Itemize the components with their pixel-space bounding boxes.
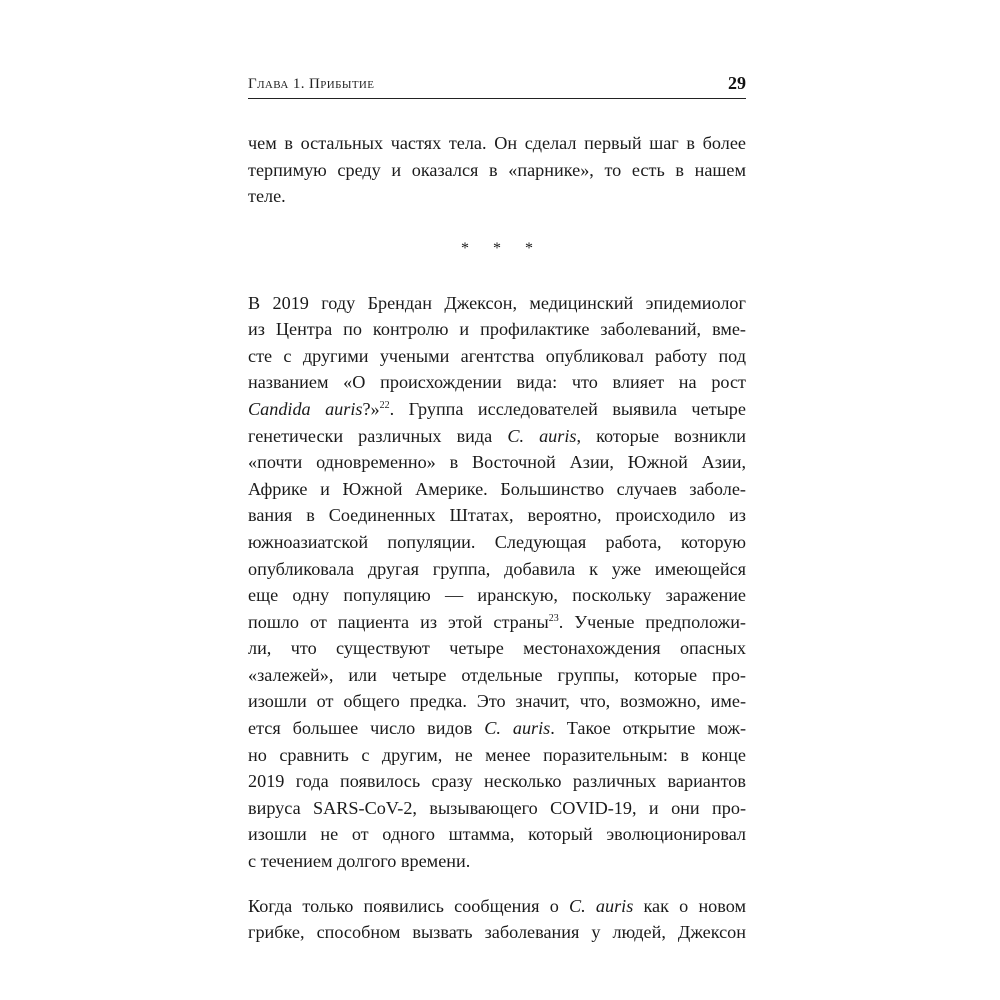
text-line: сте с другими учеными агентства опубликовал работу под — [248, 345, 746, 366]
running-header — [248, 72, 746, 99]
body-text — [248, 130, 746, 946]
text-line — [248, 396, 746, 423]
section-separator: * * * — [461, 240, 543, 258]
text-line: из Центра по контролю и профилактике заболеваний, вме- — [248, 319, 746, 340]
text-fragment: . Такое открытие мож- — [550, 718, 746, 739]
paragraph-2 — [248, 290, 746, 875]
text-line: Африке и Южной Америке. Большинство случаев заболе- — [248, 478, 746, 499]
text-line: вания в Соединенных Штатах, вероятно, происходило из — [248, 505, 746, 526]
text-line: теле. — [248, 186, 286, 207]
text-line: «залежей», или четыре отдельные группы, которые про- — [248, 664, 746, 685]
text-fragment: ется большее число видов — [248, 718, 485, 739]
species-name: Candida auris — [248, 398, 363, 419]
text-line: В 2019 году Брендан Джексон, медицинский эпидемиолог — [248, 292, 746, 313]
species-name: C. auris — [484, 718, 551, 739]
text-line: изошли не от одного штамма, который эволюционировал — [248, 824, 746, 845]
text-fragment: , которые возникли — [576, 425, 746, 446]
text-line — [248, 609, 746, 636]
text-fragment: ?» — [362, 398, 380, 419]
text-fragment: Когда только появились сообщения о — [248, 895, 569, 916]
text-line: с течением долгого времени. — [248, 851, 471, 872]
species-name: C. auris — [569, 895, 634, 916]
text-line: ли, что существуют четыре местонахождения опасных — [248, 638, 746, 659]
text-fragment: пошло от пациента из этой страны — [248, 611, 549, 632]
footnote-ref: 22 — [379, 399, 390, 411]
text-line: опубликовала другая группа, добавила к уже имеющейся — [248, 558, 746, 579]
text-line: но сравнить с другим, не менее поразительным: в конце — [248, 744, 746, 765]
book-page — [248, 0, 746, 1000]
text-line: еще одну популяцию — иранскую, поскольку заражение — [248, 585, 746, 606]
text-line: южноазиатской популяции. Следующая работа, которую — [248, 531, 746, 552]
text-fragment: . Ученые предположи- — [558, 611, 746, 632]
text-fragment: генетически различных вида — [248, 425, 508, 446]
paragraph-3 — [248, 893, 746, 946]
text-line — [248, 423, 746, 450]
text-line — [248, 893, 746, 920]
chapter-title: Глава 1. Прибытие — [248, 76, 375, 92]
paragraph-gap — [248, 875, 746, 893]
text-line: изошли от общего предка. Это значит, что, возможно, име- — [248, 691, 746, 712]
page-number: 29 — [728, 73, 746, 93]
text-line: вируса SARS-CoV-2, вызывающего COVID-19, и они про- — [248, 797, 746, 818]
text-line: терпимую среду и оказался в «парнике», то есть в нашем — [248, 159, 746, 180]
text-line: названием «О происхождении вида: что влияет на рост — [248, 372, 746, 393]
species-name: C. auris — [507, 425, 577, 446]
paragraph-1 — [248, 130, 746, 210]
text-line: чем в остальных частях тела. Он сделал первый шаг в более — [248, 133, 746, 153]
text-line: 2019 года появилось сразу несколько различных вариантов — [248, 771, 746, 792]
footnote-ref: 23 — [548, 612, 559, 624]
text-line: «почти одновременно» в Восточной Азии, Южной Азии, — [248, 452, 746, 473]
text-fragment: . Группа исследователей выявила четыре — [389, 398, 746, 419]
text-line — [248, 715, 746, 742]
text-fragment: как о новом — [633, 895, 746, 916]
text-line: грибке, способном вызвать заболевания у людей, Джексон — [248, 922, 746, 943]
